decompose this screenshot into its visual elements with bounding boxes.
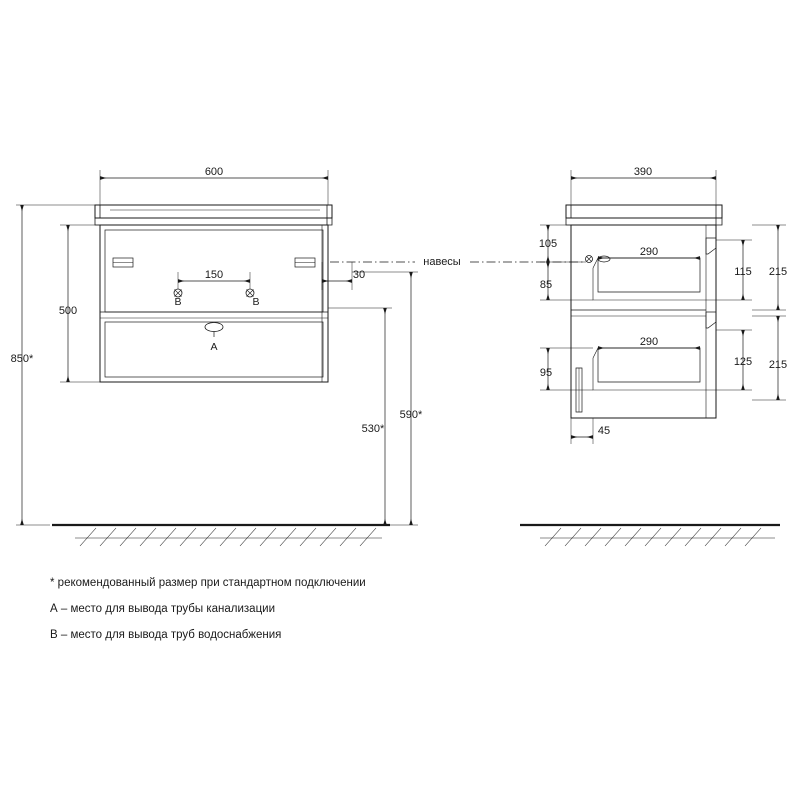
label-side-depth: 390 — [633, 166, 653, 178]
label-point-b-right: B — [252, 296, 260, 308]
label-side-front-offset: 45 — [597, 425, 611, 437]
label-front-width: 600 — [204, 166, 224, 178]
label-suspension: навесы — [423, 256, 461, 268]
legend-line-1: * рекомендованный размер при стандартном подключении — [50, 577, 366, 589]
front-view-cabinet — [52, 205, 390, 546]
label-drawer-inner-top: 115 — [734, 266, 752, 278]
label-drawer-outer-top: 215 — [768, 266, 788, 278]
label-height-590: 590* — [399, 409, 423, 421]
side-view-dimensions — [540, 170, 786, 444]
label-side-top-offset: 105 — [538, 238, 558, 250]
legend-line-2: А – место для вывода трубы канализации — [50, 603, 276, 615]
label-point-b-left: B — [174, 296, 182, 308]
label-front-body-height: 500 — [58, 305, 78, 317]
label-drawer-width-bottom: 290 — [639, 336, 659, 348]
label-drawer-inner-bottom: 125 — [733, 356, 753, 368]
dimension-labels — [11, 166, 788, 437]
label-pipe-offset-right: 30 — [352, 269, 366, 281]
label-height-530: 530* — [361, 423, 385, 435]
label-drawer-width-top: 290 — [639, 246, 659, 258]
label-front-total-height: 850* — [10, 353, 34, 365]
label-side-drawer-top-gap: 85 — [539, 279, 553, 291]
legend-line-3: В – место для вывода труб водоснабжения — [50, 629, 282, 641]
label-point-a: A — [210, 341, 218, 353]
label-pipe-spacing: 150 — [204, 269, 224, 281]
label-drawer-outer-bottom: 215 — [768, 359, 788, 371]
label-side-drawer-bottom-gap: 95 — [539, 367, 553, 379]
legend — [50, 570, 570, 648]
